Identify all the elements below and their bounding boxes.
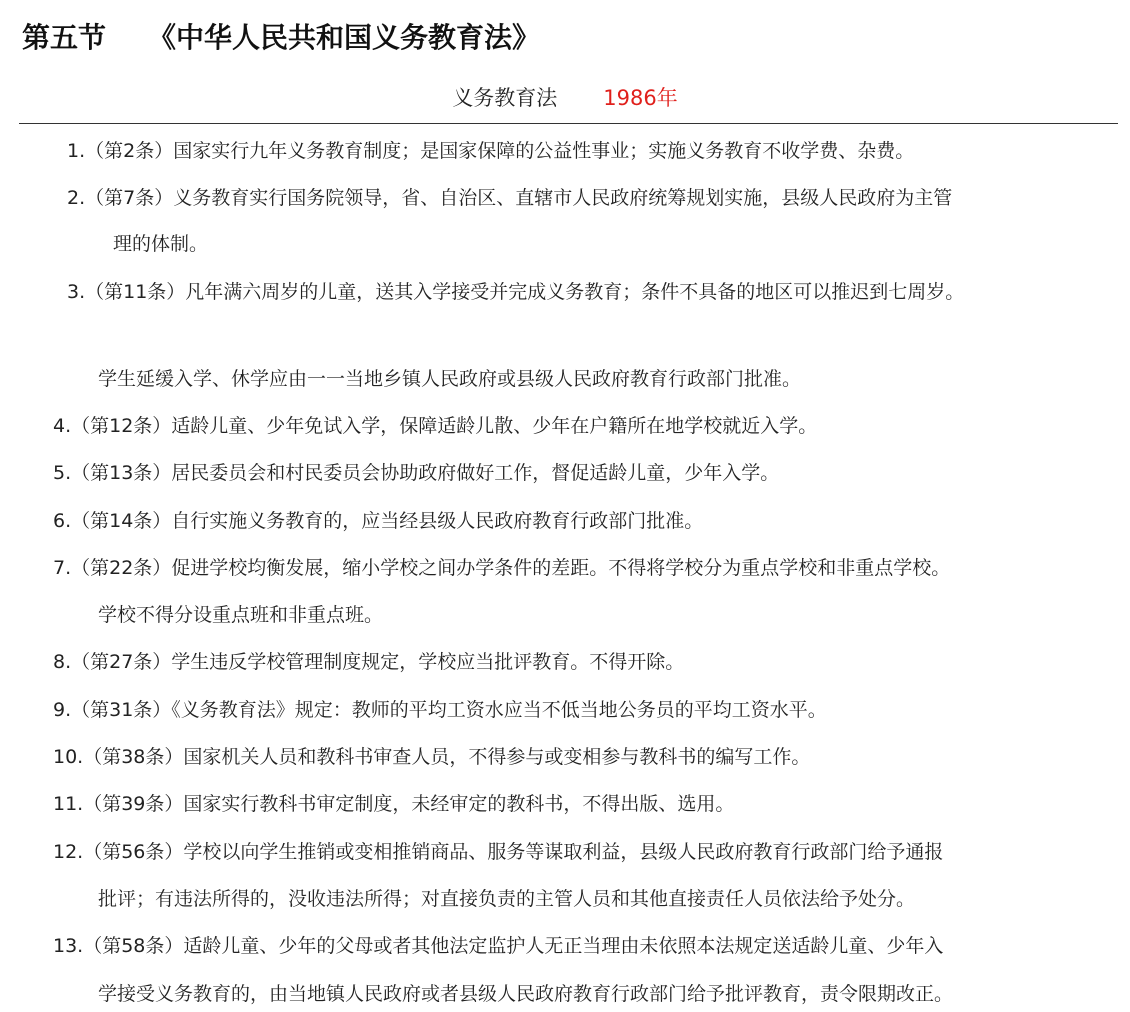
law-title: 《中华人民共和国义务教育法》: [148, 21, 541, 54]
article-line: 3.（第11条）凡年满六周岁的儿童，送其入学接受并完成义务教育；条件不具备的地区可以推迟到七周岁。: [67, 281, 965, 303]
article-line: 6.（第14条）自行实施义务教育的，应当经县级人民政府教育行政部门批准。: [53, 510, 704, 532]
article-line: 学接受义务教育的，由当地镇人民政府或者县级人民政府教育行政部门给予批评教育，责令限期改正。: [98, 983, 954, 1005]
article-line: 4.（第12条）适龄儿童、少年免试入学，保障适龄儿散、少年在户籍所在地学校就近入学。: [53, 415, 818, 437]
article-line: 7.（第22条）促进学校均衡发展，缩小学校之间办学条件的差距。不得将学校分为重点学校和非重点学校。: [53, 557, 951, 579]
subheader: [0, 80, 1130, 116]
article-line: 2.（第7条）义务教育实行国务院领导，省、自治区、直辖市人民政府统筹规划实施，县级人民政府为主管: [67, 187, 953, 209]
article-line: 9.（第31条）《义务教育法》规定：教师的平均工资水应当不低当地公务员的平均工资水平。: [53, 699, 827, 721]
article-line: 12.（第56条）学校以向学生推销或变相推销商品、服务等谋取利益，县级人民政府教育行政部门给予通报: [53, 841, 944, 863]
article-line: 学校不得分设重点班和非重点班。: [98, 604, 384, 626]
article-line: 1.（第2条）国家实行九年义务教育制度；是国家保障的公益性事业；实施义务教育不收学费、杂费。: [67, 140, 915, 162]
article-line: 理的体制。: [113, 233, 209, 255]
law-short-name: 义务教育法: [452, 86, 558, 110]
article-line: 5.（第13条）居民委员会和村民委员会协助政府做好工作，督促适龄儿童，少年入学。: [53, 462, 780, 484]
enactment-year: 1986年: [603, 86, 678, 110]
article-line: 11.（第39条）国家实行教科书审定制度，未经审定的教科书，不得出版、选用。: [53, 793, 735, 815]
section-number: 第五节: [22, 21, 107, 54]
header-divider: [19, 123, 1118, 124]
section-title: [22, 18, 540, 58]
article-line: 13.（第58条）适龄儿童、少年的父母或者其他法定监护人无正当理由未依照本法规定送适龄儿童、少年入: [53, 935, 944, 957]
article-line: 批评；有违法所得的，没收违法所得；对直接负责的主管人员和其他直接责任人员依法给予处分。: [98, 888, 916, 910]
article-line: 8.（第27条）学生违反学校管理制度规定，学校应当批评教育。不得开除。: [53, 651, 685, 673]
article-line: 10.（第38条）国家机关人员和教科书审查人员，不得参与或变相参与教科书的编写工作。: [53, 746, 811, 768]
article-line: 学生延缓入学、休学应由一一当地乡镇人民政府或县级人民政府教育行政部门批准。: [98, 368, 802, 390]
